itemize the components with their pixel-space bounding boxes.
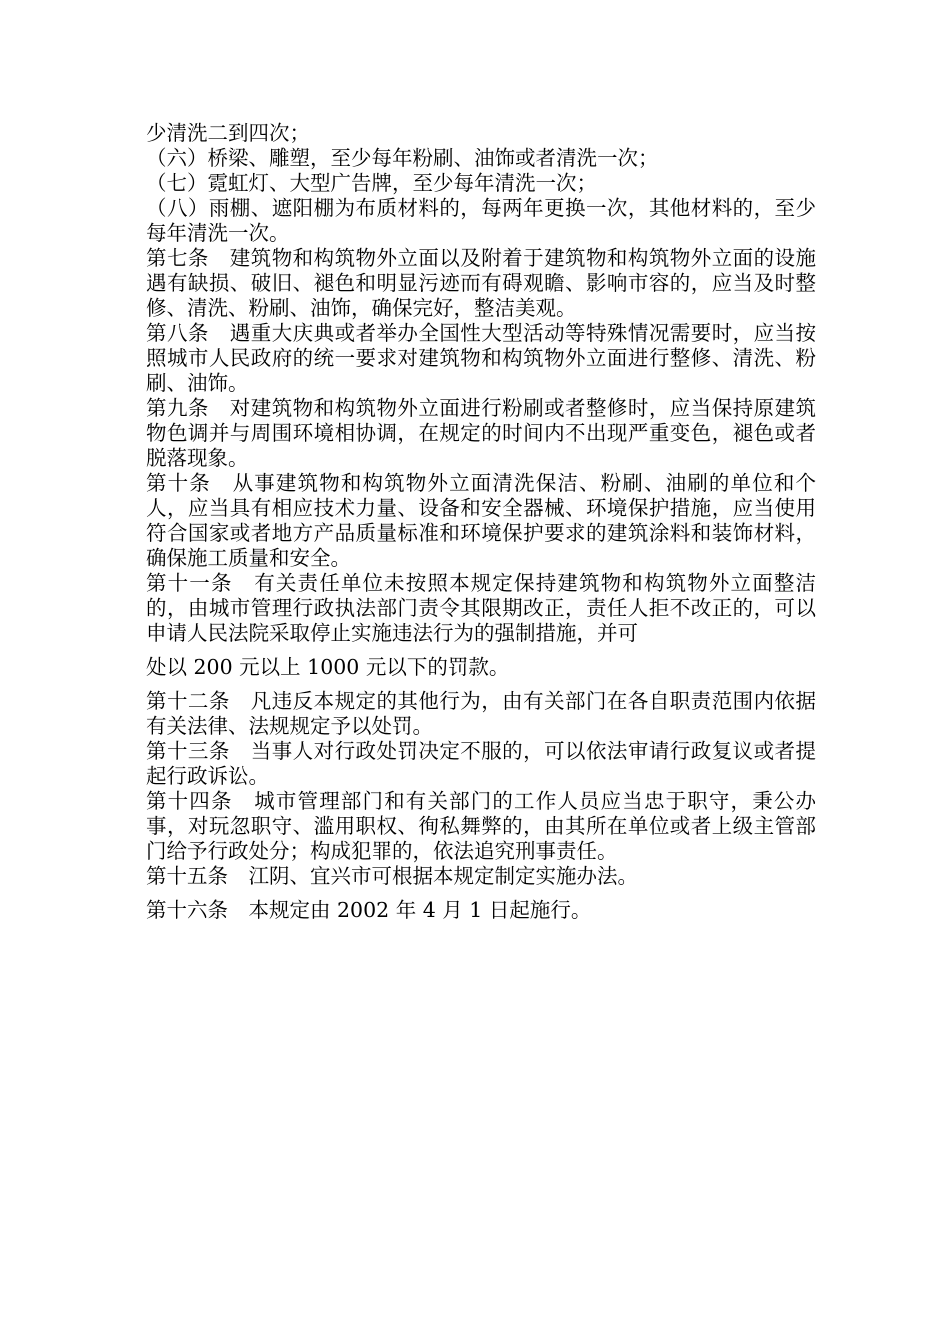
article-10: 第十条 从事建筑物和构筑物外立面清洗保洁、粉刷、油刷的单位和个人，应当具有相应技术力量、设备和安全器械、环境保护措施，应当使用符合国家或者地方产品质量标准和环境保护要求的建筑涂料和装饰材料，确保施工质量和安全。 xyxy=(146,471,816,570)
paragraph-item-8: （八）雨棚、遮阳棚为布质材料的，每两年更换一次，其他材料的，至少每年清洗一次。 xyxy=(146,196,816,245)
article-11-penalty: 处以 200 元以上 1000 元以下的罚款。 xyxy=(146,655,510,679)
document-page xyxy=(146,121,816,923)
article-13: 第十三条 当事人对行政处罚决定不服的，可以依法审请行政复议或者提起行政诉讼。 xyxy=(146,739,816,788)
article-9: 第九条 对建筑物和构筑物外立面进行粉刷或者整修时，应当保持原建筑物色调并与周围环境相协调，在规定的时间内不出现严重变色，褪色或者脱落现象。 xyxy=(146,396,816,470)
article-14: 第十四条 城市管理部门和有关部门的工作人员应当忠于职守，秉公办事，对玩忽职守、滥用职权、徇私舞弊的，由其所在单位或者上级主管部门给予行政处分；构成犯罪的，依法追究刑事责任。 xyxy=(146,789,816,863)
article-16: 第十六条 本规定由 2002 年 4 月 1 日起施行。 xyxy=(146,898,592,922)
article-7: 第七条 建筑物和构筑物外立面以及附着于建筑物和构筑物外立面的设施遇有缺损、破旧、褪色和明显污迹而有碍观瞻、影响市容的，应当及时整修、清洗、粉刷、油饰，确保完好，整洁美观。 xyxy=(146,246,816,320)
paragraph-item-6: （六）桥梁、雕塑，至少每年粉刷、油饰或者清洗一次； xyxy=(146,146,659,170)
article-12: 第十二条 凡违反本规定的其他行为，由有关部门在各自职责范围内依据有关法律、法规规定予以处罚。 xyxy=(146,689,816,738)
article-11: 第十一条 有关责任单位未按照本规定保持建筑物和构筑物外立面整洁的，由城市管理行政执法部门责令其限期改正，责任人拒不改正的，可以申请人民法院采取停止实施违法行为的强制措施，并可 xyxy=(146,571,816,645)
paragraph-item-7: （七）霓虹灯、大型广告牌，至少每年清洗一次； xyxy=(146,171,597,195)
paragraph-item-5-end: 少清洗二到四次； xyxy=(146,121,310,145)
article-8: 第八条 遇重大庆典或者举办全国性大型活动等特殊情况需要时，应当按照城市人民政府的统一要求对建筑物和构筑物外立面进行整修、清洗、粉刷、油饰。 xyxy=(146,321,816,395)
article-15: 第十五条 江阴、宜兴市可根据本规定制定实施办法。 xyxy=(146,864,638,888)
